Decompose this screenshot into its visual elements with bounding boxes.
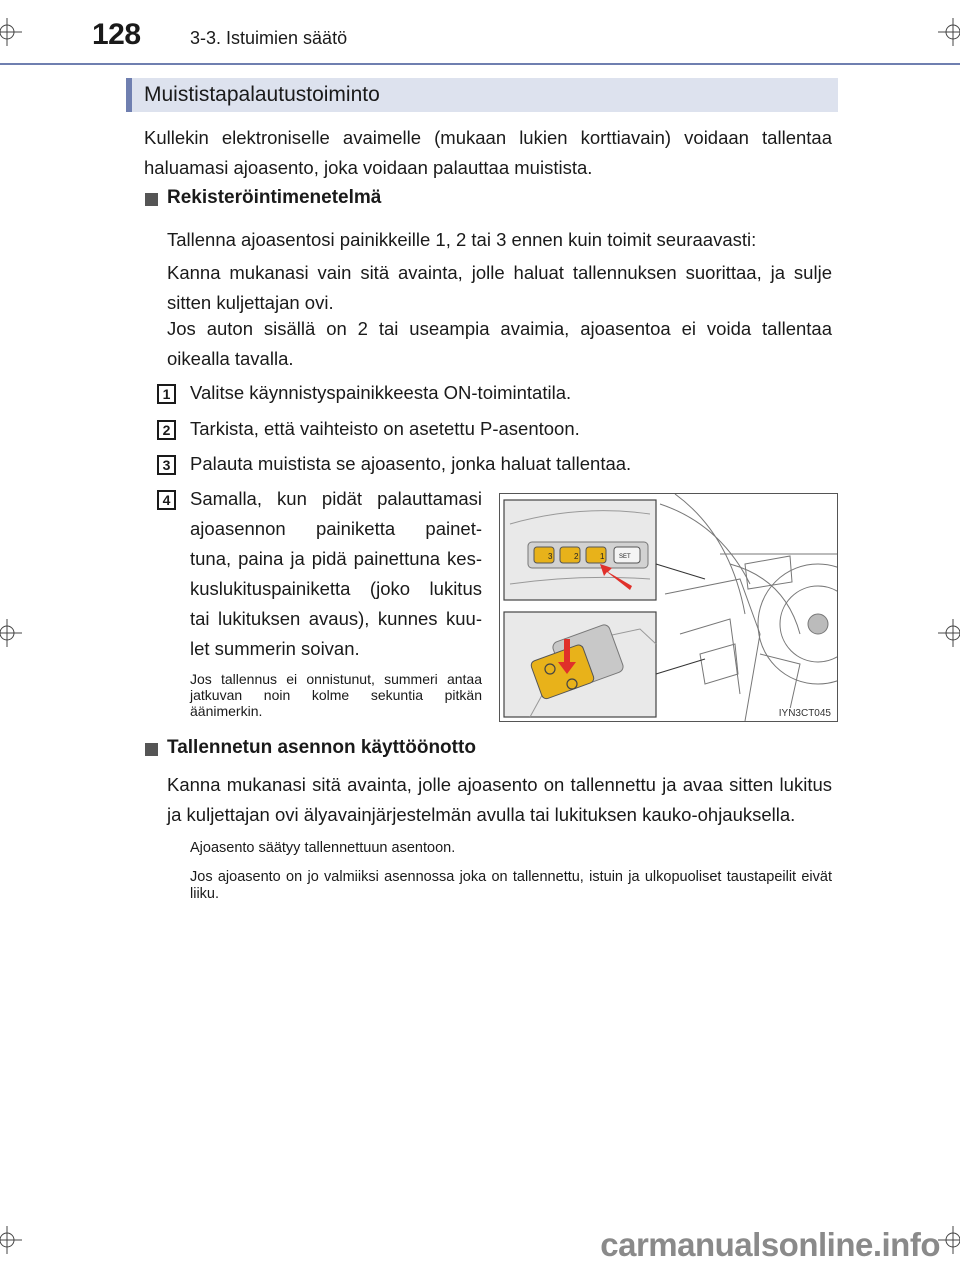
figure-caption: IYN3CT045 [778,708,831,719]
figure-button-label: 2 [574,552,579,561]
usage-note-2: Jos ajoasento on jo valmiiksi asennossa joka on tallennettu, istuin ja ulkopuoliset taustapeilit eivät liiku. [190,869,832,902]
step-4-line: tai lukituksen avaus), kunnes kuu- [190,608,482,629]
registration-text-3: Jos auton sisällä on 2 tai useampia avaimia, ajoasentoa ei voida tallentaa oikealla tavalla. [167,318,832,369]
usage-note-1: Ajoasento säätyy tallennettuun asentoon. [190,840,456,856]
step-number-2: 2 [157,420,176,440]
step-number-4: 4 [157,490,176,510]
figure-button-label: 1 [600,552,605,561]
step-number-3: 3 [157,455,176,475]
step-number-1: 1 [157,384,176,404]
usage-paragraph: Kanna mukanasi sitä avainta, jolle ajoasento on tallennettu ja avaa sitten lukitus ja kuljettajan ovi älyavainjärjestelmän avulla tai lukituksen kauko-ohjauksella. [167,774,832,825]
section-title: 3-3. Istuimien säätö [190,28,348,48]
registration-title: Rekisteröintimenetelmä [167,187,382,208]
step-4-line: let summerin soivan. [190,638,360,659]
figure-button-label: SET [619,554,631,560]
step-4-line: Samalla, kun pidät palauttamasi [190,488,482,509]
step-text-2: Tarkista, että vaihteisto on asetettu P-asentoon. [190,418,580,439]
section-heading: Muististapalautustoiminto [144,83,380,106]
registration-text-1: Tallenna ajoasentosi painikkeille 1, 2 tai 3 ennen kuin toimit seuraavasti: [167,229,757,250]
door-memory-figure [499,493,838,722]
page-number: 128 [92,18,141,51]
step-text-4 [190,484,482,664]
step-text-3: Palauta muistista se ajoasento, jonka haluat tallentaa. [190,453,632,474]
header-rule [0,63,960,65]
intro-paragraph: Kullekin elektroniselle avaimelle (mukaan lukien korttiavain) voidaan tallentaa haluamasi ajoasento, joka voidaan palauttaa muistista. [144,127,832,178]
bullet-square-icon [145,193,158,206]
step-text-1: Valitse käynnistyspainikkeesta ON-toimintatila. [190,382,572,403]
registration-text-2: Kanna mukanasi vain sitä avainta, jolle haluat tallennuksen suorittaa, ja sulje sitten kuljettajan ovi. [167,262,832,313]
watermark: carmanualsonline.info [600,1226,940,1263]
bullet-square-icon [145,743,158,756]
usage-title: Tallennetun asennon käyttöönotto [167,737,476,758]
step-4-line: ajoasennon painiketta painet- [190,518,482,539]
step-4-line: kuslukituspainiketta (joko lukitus [190,578,482,599]
step-4-line: tuna, paina ja pidä painettuna kes- [190,548,482,569]
registration-note: Jos tallennus ei onnistunut, summeri antaa jatkuvan noin kolme sekuntia pitkän äänimerkin. [190,671,482,719]
figure-illustration [500,494,837,721]
figure-button-label: 3 [548,552,553,561]
